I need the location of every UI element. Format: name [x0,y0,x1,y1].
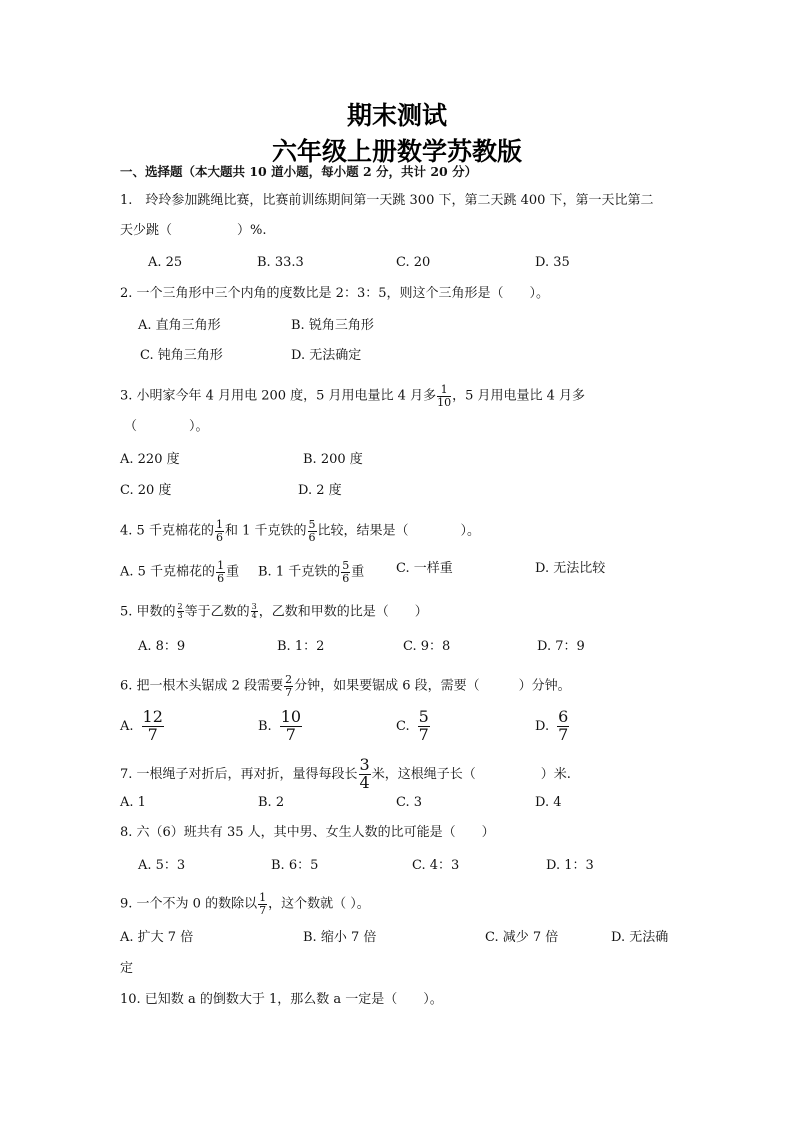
q4-stem-text: 4. 5 千克棉花的 [120,523,214,539]
q6-stem-text: 6. 把一根木头锯成 2 段需要 [120,678,284,694]
q3-stem-line2: （ ）。 [124,419,209,434]
q9-stem [120,892,370,916]
q8-option-c[interactable]: C. 4：3 [412,858,460,873]
q4-option-d[interactable]: D. 无法比较 [535,561,606,576]
q8-option-b[interactable]: B. 6：5 [271,858,319,873]
q6-fraction [284,674,293,698]
q3-fraction [437,384,451,408]
q3-fraction-denominator: 10 [437,395,452,409]
q7-option-d[interactable]: D. 4 [535,795,562,810]
q9-option-c[interactable]: C. 减少 7 倍 [485,930,559,945]
q5-fraction-1-denominator: 3 [177,611,183,621]
q5-option-d[interactable]: D. 7：9 [537,639,585,654]
q6-option-b-label: B. [258,718,272,734]
q1-option-c[interactable]: C. 20 [396,255,431,270]
q1-stem-line1: 1. 玲玲参加跳绳比赛，比赛前训练期间第一天跳 300 下，第二天跳 400 下，第一天比第二 [120,193,654,208]
q5-fraction-2-denominator: 4 [251,611,257,621]
q6-option-a-numerator: 12 [142,707,163,726]
q8-option-a[interactable]: A. 5：3 [138,858,186,873]
q6-option-b[interactable] [258,709,303,744]
q4-fraction-2-denominator: 6 [308,530,316,544]
q4-fraction-1-numerator: 1 [215,518,223,531]
q4-option-b-denominator: 6 [342,571,350,585]
q6-option-c-fraction [418,709,430,744]
q8-stem: 8. 六（6）班共有 35 人，其中男、女生人数的比可能是（ ） [120,825,495,840]
q4-option-a[interactable] [120,560,239,584]
q9-option-d[interactable]: D. 无法确 [611,930,669,945]
q5-fraction-1 [177,603,184,621]
q7-option-a[interactable]: A. 1 [120,795,146,810]
q1-option-d[interactable]: D. 35 [535,255,570,270]
q4-stem-text-2: 和 1 千克铁的 [224,523,307,539]
q6-option-c-numerator: 5 [418,707,429,726]
q9-stem-text: 9. 一个不为 0 的数除以 [120,896,258,912]
q6-option-b-numerator: 10 [280,707,302,726]
q3-stem-text: 3. 小明家今年 4 月用电 200 度，5 月用电量比 4 月多 [120,388,437,404]
q6-option-d-fraction [557,709,569,744]
q6-option-c[interactable] [396,709,431,744]
q8-option-d[interactable]: D. 1：3 [546,858,594,873]
q6-option-d-label: D. [535,718,550,734]
q7-stem-text: 7. 一根绳子对折后，再对折，量得每段长 [120,766,358,782]
exam-title: 期末测试 [346,101,447,130]
q6-option-a-fraction [142,709,164,744]
q9-fraction [258,892,267,916]
q4-option-b-fraction [341,560,350,584]
exam-subtitle: 六年级上册数学苏教版 [271,137,522,166]
q5-fraction-2-numerator: 3 [251,602,257,611]
q5-option-c[interactable]: C. 9：8 [403,639,451,654]
q9-option-a[interactable]: A. 扩大 7 倍 [120,930,194,945]
q4-option-b-numerator: 5 [342,559,350,572]
q1-option-a[interactable]: A. 25 [148,255,183,270]
q4-option-b-prefix: B. 1 千克铁的 [258,564,341,580]
q5-stem [120,603,428,621]
q6-option-c-denominator: 7 [418,724,429,744]
q4-option-c[interactable]: C. 一样重 [396,561,453,576]
q6-fraction-denominator: 7 [285,685,293,699]
q5-stem-text-3: ，乙数和甲数的比是（ ） [258,604,428,620]
q6-option-d[interactable] [535,709,570,744]
q4-option-a-numerator: 1 [217,559,225,572]
q3-stem-text-2: ，5 月用电量比 4 月多 [452,388,586,404]
q7-fraction-denominator: 4 [359,772,370,792]
q6-fraction-numerator: 2 [285,673,293,686]
q9-option-b[interactable]: B. 缩小 7 倍 [303,930,377,945]
q2-stem: 2. 一个三角形中三个内角的度数比是 2：3：5，则这个三角形是（ ）。 [120,286,549,301]
q4-fraction-1 [215,519,224,543]
q3-option-c[interactable]: C. 20 度 [120,483,172,498]
q4-option-b-suffix: 重 [351,564,365,580]
q5-fraction-1-numerator: 2 [177,602,183,611]
q9-fraction-denominator: 7 [259,903,267,917]
q6-option-a-label: A. [120,718,134,734]
q6-option-b-denominator: 7 [285,724,296,744]
q10-stem: 10. 已知数 a 的倒数大于 1，那么数 a 一定是（ ）。 [120,992,443,1007]
q4-option-b[interactable] [258,560,364,584]
q9-stem-text-2: ，这个数就（ ）。 [268,896,370,912]
q6-option-a-denominator: 7 [147,724,158,744]
q2-option-c[interactable]: C. 钝角三角形 [140,348,223,363]
q4-option-a-fraction [216,560,225,584]
q6-stem [120,674,571,698]
q7-fraction-numerator: 3 [359,755,370,774]
q1-option-b[interactable]: B. 33.3 [257,255,304,270]
q5-fraction-2 [251,603,258,621]
q5-stem-text: 5. 甲数的 [120,604,176,620]
q4-option-a-denominator: 6 [217,571,225,585]
q2-option-b[interactable]: B. 锐角三角形 [291,318,374,333]
q3-option-d[interactable]: D. 2 度 [298,483,342,498]
q3-option-a[interactable]: A. 220 度 [120,452,180,467]
q7-fraction [359,757,371,792]
q5-option-a[interactable]: A. 8：9 [138,639,186,654]
q4-stem-text-3: 比较，结果是（ ）。 [317,523,481,539]
q5-option-b[interactable]: B. 1：2 [277,639,325,654]
q6-option-a[interactable] [120,709,165,744]
q2-option-d[interactable]: D. 无法确定 [291,348,362,363]
q4-stem [120,519,480,543]
q6-stem-text-2: 分钟，如果要锯成 6 段，需要（ ）分钟。 [294,678,571,694]
q7-stem-text-2: 米，这根绳子长（ ）米. [371,766,571,782]
q3-stem-line1 [120,384,585,408]
q6-option-d-numerator: 6 [558,707,569,726]
q4-option-a-prefix: A. 5 千克棉花的 [120,564,216,580]
q7-option-c[interactable]: C. 3 [396,795,423,810]
q4-fraction-1-denominator: 6 [215,530,223,544]
q9-fraction-numerator: 1 [259,891,267,904]
q7-option-b[interactable]: B. 2 [258,795,285,810]
q6-option-d-denominator: 7 [558,724,569,744]
q9-option-d-wrap: 定 [120,961,134,976]
q7-stem [120,757,571,792]
q4-fraction-2 [308,519,317,543]
q2-option-a[interactable]: A. 直角三角形 [138,318,221,333]
q1-stem-line2: 天少跳（ ）%. [120,223,267,238]
section-heading: 一、选择题（本大题共 10 道小题，每小题 2 分，共计 20 分） [120,164,478,179]
q6-option-b-fraction [280,709,302,744]
q4-fraction-2-numerator: 5 [308,518,316,531]
q3-option-b[interactable]: B. 200 度 [303,452,363,467]
q4-option-a-suffix: 重 [226,564,240,580]
q6-option-c-label: C. [396,718,410,734]
q3-fraction-numerator: 1 [437,384,451,397]
q5-stem-text-2: 等于乙数的 [184,604,250,620]
